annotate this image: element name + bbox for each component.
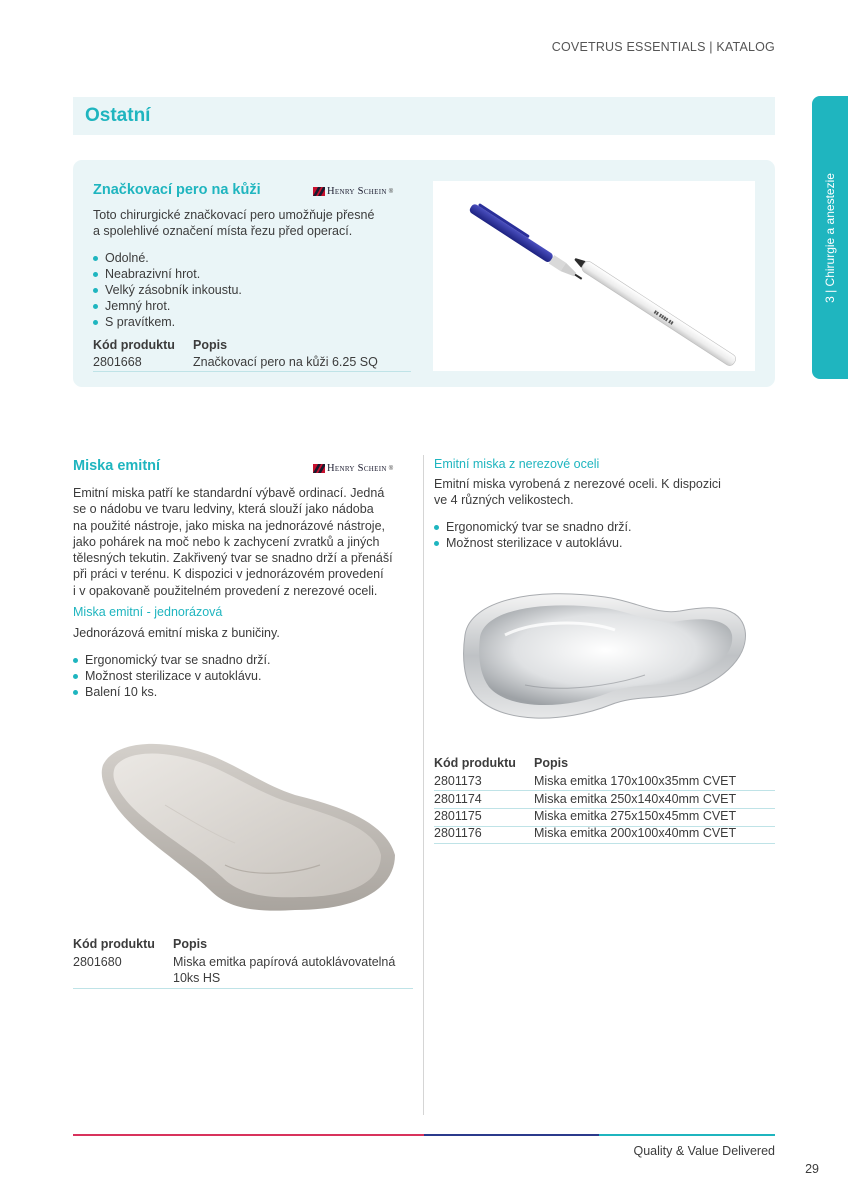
row-desc-continued: 10ks HS [173,971,221,985]
row-desc: Miska emitka 200x100x40mm CVET [534,826,737,840]
list-item: Ergonomický tvar se snadno drží. [73,652,271,668]
svg-text:▮▮ ▮▮▮▮ ▮▮: ▮▮ ▮▮▮▮ ▮▮ [653,309,675,326]
chapter-side-tab-label: 3 | Chirurgie a anestezie [823,172,837,303]
row-desc: Značkovací pero na kůži 6.25 SQ [193,355,378,369]
disposable-table-header-code: Kód produktu [73,937,155,951]
table-row [434,809,775,827]
marker-pen-icon [433,181,755,371]
description-line: jako pohárek na moč nebo k zachycení zvratků a jiných [73,534,380,549]
description-line: Emitní miska vyrobená z nerezové oceli. K dispozici [434,477,721,491]
steel-table-header-code: Kód produktu [434,756,516,770]
row-desc: Miska emitka papírová autoklávovatelná [173,955,396,969]
list-item: Jemný hrot. [93,298,242,314]
row-code: 2801176 [434,826,482,840]
page-number: 29 [805,1162,819,1176]
pen-product-card [73,160,775,387]
description-line: i v opakovaně použitelném provedení z nerezové oceli. [73,583,378,598]
description-line: tělesných tekutin. Zakřivený tvar se snadno drží a přenáší [73,551,393,566]
pulp-kidney-dish-image [95,725,405,920]
logo-text: Henry Schein [327,463,387,474]
row-desc: Miska emitka 250x140x40mm CVET [534,792,737,806]
disposable-table-header-desc: Popis [173,937,208,951]
disposable-description: Jednorázová emitní miska z buničiny. [73,626,280,640]
list-item: Neabrazivní hrot. [93,266,242,282]
steel-kidney-dish-image [445,575,775,735]
steel-table-header-desc: Popis [534,756,569,770]
pen-title: Značkovací pero na kůži [93,182,261,198]
description-line: ve 4 různých velikostech. [434,493,574,507]
henry-schein-logo-icon [313,187,325,196]
pen-description-line: Toto chirurgické značkovací pero umožňuje přesné [93,208,375,222]
pen-image [433,181,755,371]
logo-registered: ® [388,465,394,472]
pen-description [93,207,403,239]
pen-table-header-desc: Popis [193,338,228,352]
steel-feature-list [434,519,632,551]
list-item: Balení 10 ks. [73,684,271,700]
disposable-feature-list [73,652,271,700]
row-code: 2801173 [434,774,482,788]
henry-schein-logo [313,186,393,197]
table-row [434,773,775,791]
henry-schein-logo [313,463,393,474]
list-item: Možnost sterilizace v autoklávu. [73,668,271,684]
pen-table-header-code: Kód produktu [93,338,175,352]
kidney-dish-description [73,485,418,599]
description-line: na použité nástroje, jako miska na jednorázové nástroje, [73,518,385,533]
logo-text: Henry Schein [327,186,387,197]
table-row [93,354,411,372]
row-code: 2801174 [434,792,482,806]
pen-feature-list [93,250,242,330]
table-row [434,791,775,809]
column-divider [423,455,424,1115]
row-desc: Miska emitka 275x150x45mm CVET [534,809,737,823]
henry-schein-logo-icon [313,464,325,473]
disposable-subtitle: Miska emitní - jednorázová [73,605,223,619]
footer-divider [73,1134,775,1136]
row-code: 2801680 [73,955,122,969]
pulp-kidney-dish-icon [95,725,405,920]
footer-tagline: Quality & Value Delivered [633,1144,775,1158]
steel-subtitle: Emitní miska z nerezové oceli [434,457,600,471]
steel-kidney-dish-icon [445,575,775,735]
list-item: Možnost sterilizace v autoklávu. [434,535,632,551]
section-bar [73,97,775,135]
section-title: Ostatní [85,105,151,126]
steel-description [434,476,774,508]
table-row [434,826,775,844]
list-item: Ergonomický tvar se snadno drží. [434,519,632,535]
table-row [73,953,413,989]
logo-registered: ® [388,188,394,195]
row-code: 2801175 [434,809,482,823]
description-line: při práci v terénu. K dispozici v jednorázovém provedení [73,567,384,582]
pen-description-line: a spolehlivé označení místa řezu před operací. [93,224,353,238]
catalog-header: COVETRUS ESSENTIALS | KATALOG [551,40,775,54]
list-item: Odolné. [93,250,242,266]
description-line: Emitní miska patří ke standardní výbavě ordinací. Jedná [73,486,385,500]
kidney-dish-title: Miska emitní [73,458,161,474]
list-item: Velký zásobník inkoustu. [93,282,242,298]
list-item: S pravítkem. [93,314,242,330]
row-code: 2801668 [93,355,142,369]
row-desc: Miska emitka 170x100x35mm CVET [534,774,737,788]
chapter-side-tab[interactable] [812,96,848,379]
description-line: se o nádobu ve tvaru ledviny, která slouží jako nádoba [73,502,374,517]
